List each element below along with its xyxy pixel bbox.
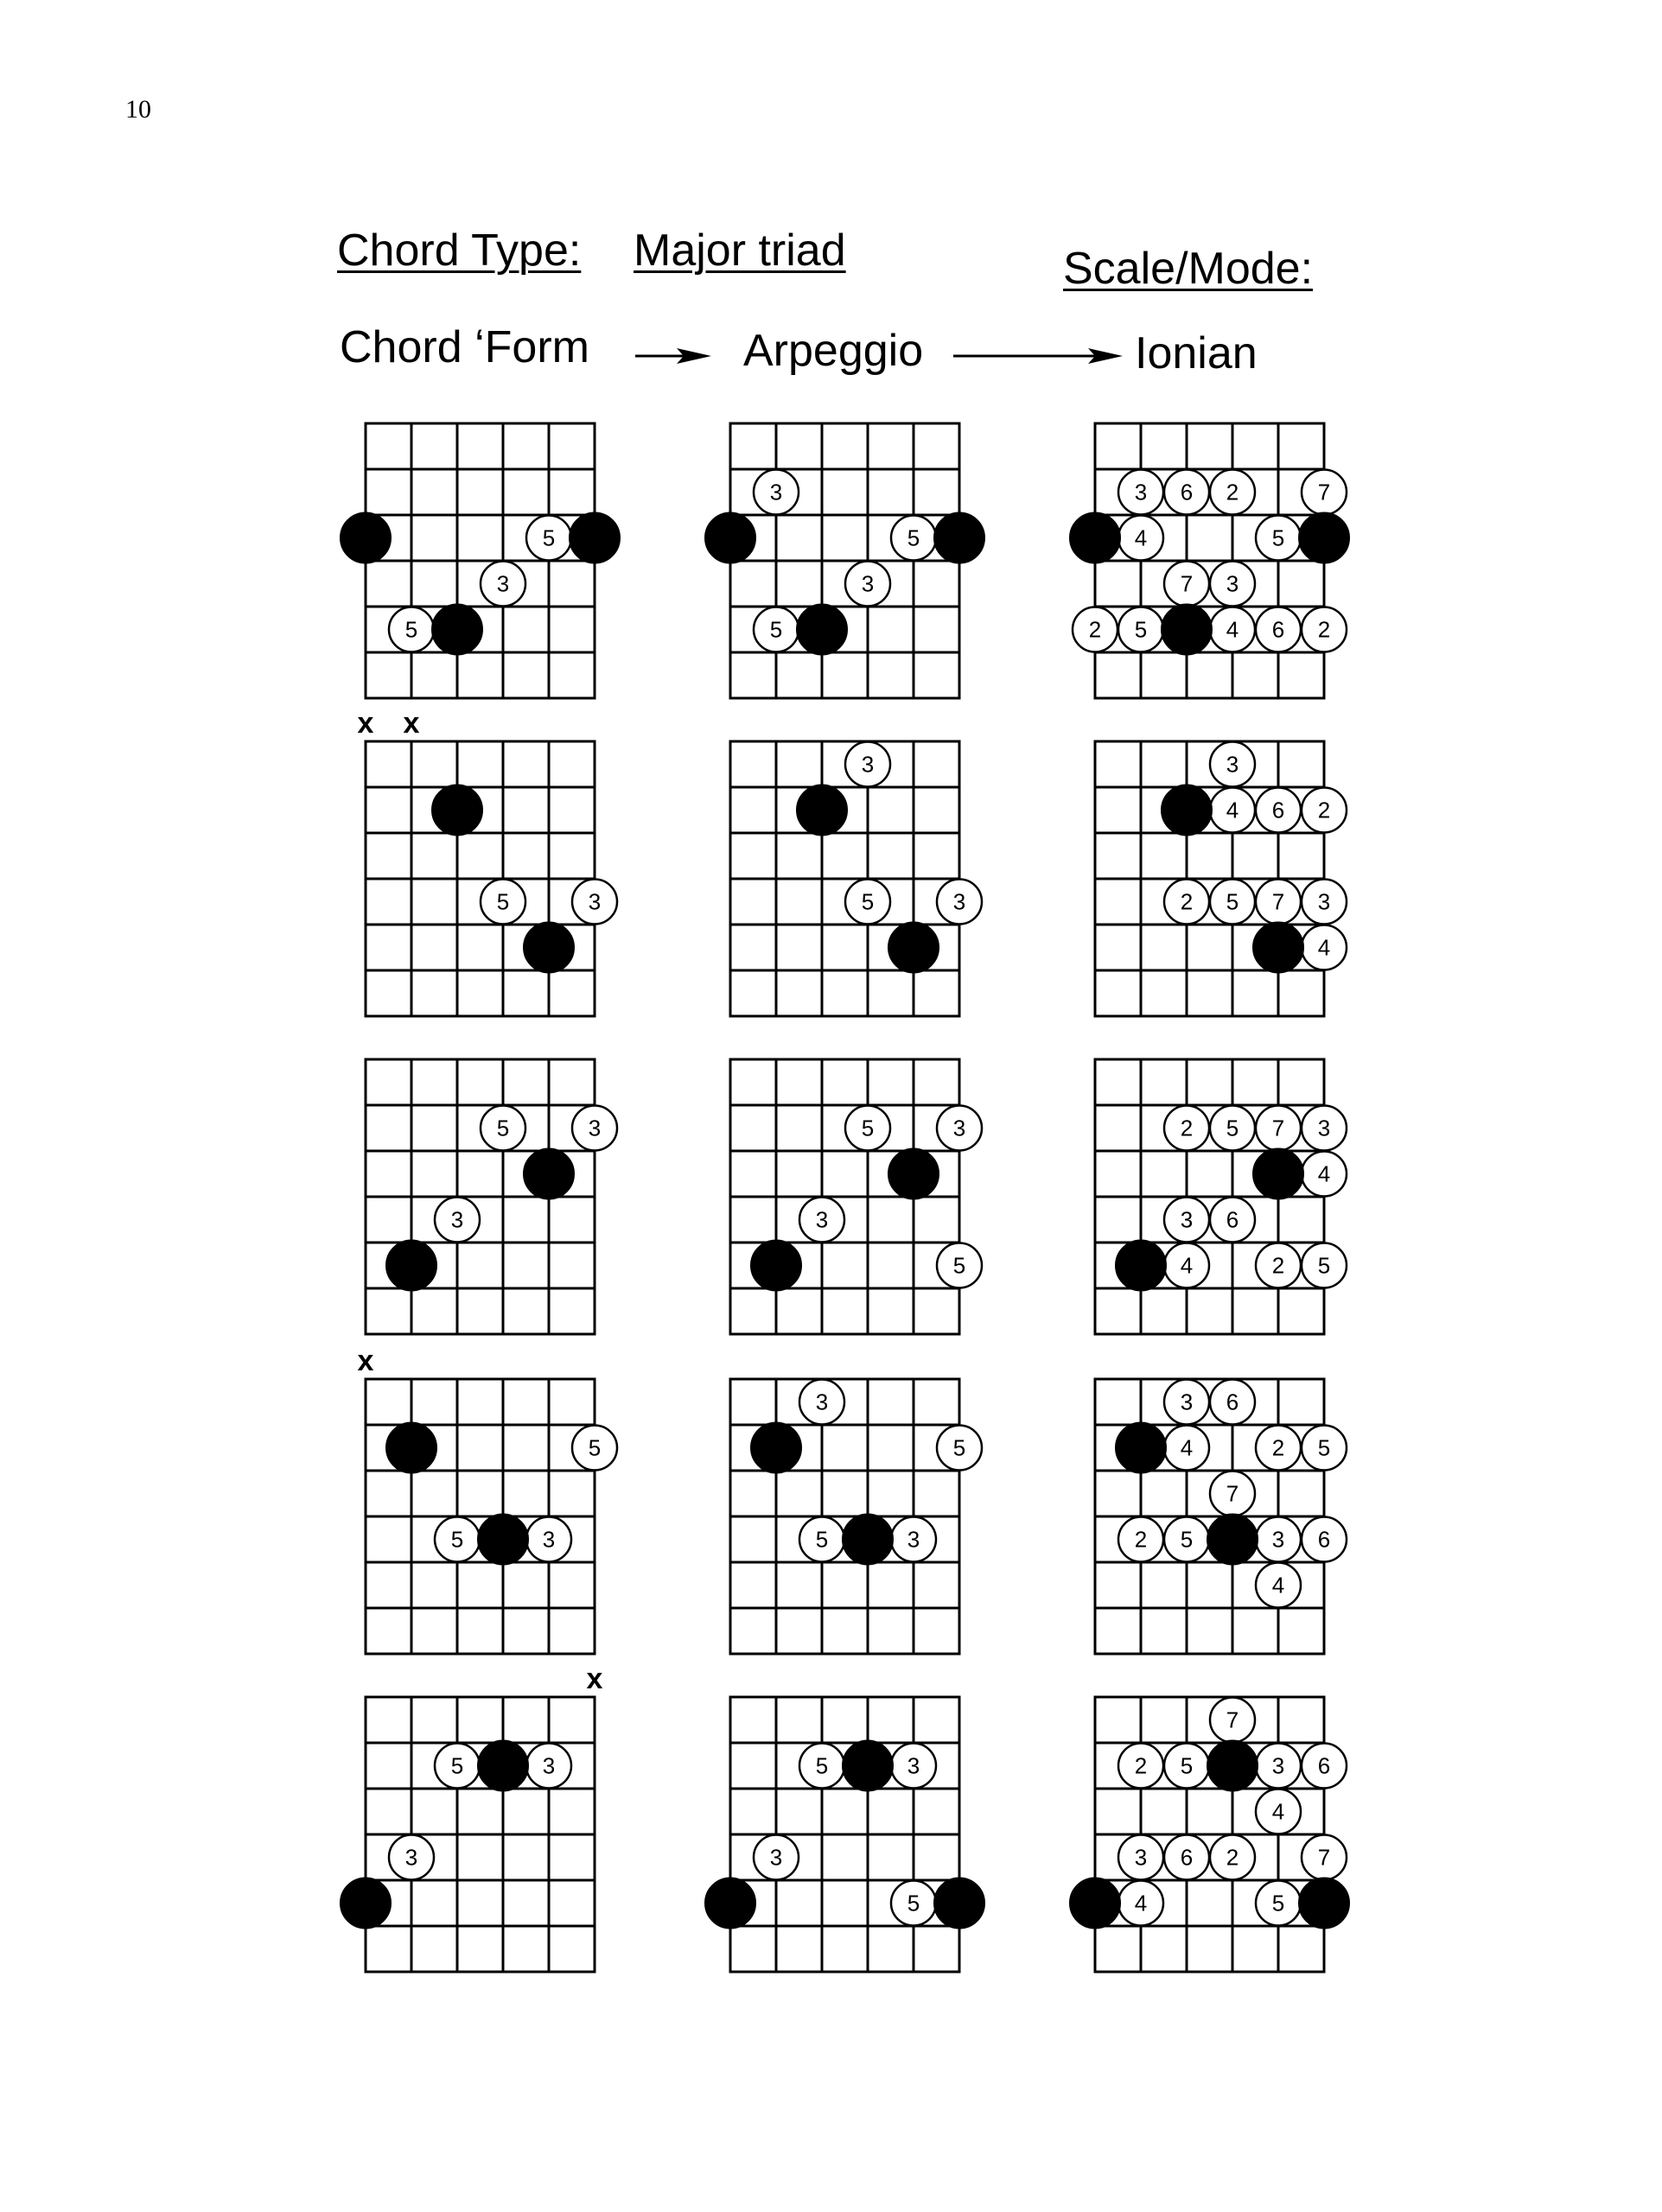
chord-type-label: Chord Type: bbox=[337, 226, 582, 276]
root-note-dot bbox=[934, 1878, 984, 1929]
root-note-dot bbox=[524, 923, 574, 973]
scale-degree-label: 5 bbox=[815, 1526, 829, 1553]
scale-degree-label: 5 bbox=[952, 1252, 966, 1279]
scale-degree-label: 5 bbox=[769, 616, 783, 643]
scale-degree-label: 4 bbox=[1134, 524, 1148, 551]
fretboard-diagram-arpeggio bbox=[705, 423, 984, 698]
root-note-dot bbox=[524, 1149, 574, 1199]
root-note-dot bbox=[478, 1741, 528, 1791]
scale-degree-label: 5 bbox=[588, 1434, 602, 1461]
scale-degree-label: 3 bbox=[769, 479, 783, 505]
root-note-dot bbox=[888, 1149, 939, 1199]
fretboard-diagram-form bbox=[341, 423, 620, 698]
fretboard-diagram-mode bbox=[1095, 1059, 1347, 1334]
scale-degree-label: 4 bbox=[1317, 934, 1331, 961]
scale-degree-label: 2 bbox=[1271, 1252, 1285, 1279]
chord-type-value: Major triad bbox=[634, 226, 846, 276]
scale-degree-label: 5 bbox=[815, 1752, 829, 1779]
root-note-dot bbox=[1162, 605, 1212, 655]
scale-degree-label: 7 bbox=[1271, 888, 1285, 915]
scale-degree-label: 3 bbox=[1180, 1206, 1194, 1233]
fretboard-diagram-mode bbox=[1070, 423, 1349, 698]
fretboard-diagram-mode bbox=[1095, 741, 1347, 1016]
root-note-dot bbox=[934, 513, 984, 563]
scale-degree-label: 3 bbox=[861, 751, 875, 778]
scale-degree-label: 5 bbox=[1180, 1752, 1194, 1779]
scale-degree-label: 3 bbox=[907, 1752, 920, 1779]
scale-degree-label: 4 bbox=[1180, 1252, 1194, 1279]
root-note-dot bbox=[843, 1741, 893, 1791]
scale-degree-label: 6 bbox=[1226, 1389, 1239, 1415]
scale-degree-label: 3 bbox=[588, 1115, 602, 1141]
scale-degree-label: 3 bbox=[1180, 1389, 1194, 1415]
muted-string-marker: x bbox=[357, 1344, 374, 1377]
root-note-dot bbox=[570, 513, 620, 563]
fretboard-diagram-form bbox=[358, 707, 617, 1016]
scale-degree-label: 6 bbox=[1271, 616, 1285, 643]
root-note-dot bbox=[797, 785, 847, 836]
scale-degree-label: 3 bbox=[1317, 1115, 1331, 1141]
root-note-dot bbox=[1207, 1515, 1258, 1565]
scale-degree-label: 3 bbox=[404, 1844, 418, 1871]
scale-degree-label: 2 bbox=[1317, 797, 1331, 823]
column-header-chord-form: Chord ʻForm bbox=[340, 322, 589, 372]
scale-degree-label: 5 bbox=[907, 1890, 920, 1916]
scale-degree-label: 3 bbox=[952, 1115, 966, 1141]
root-note-dot bbox=[386, 1423, 436, 1473]
scale-degree-label: 5 bbox=[496, 1115, 510, 1141]
scale-degree-label: 7 bbox=[1317, 1844, 1331, 1871]
scale-degree-label: 3 bbox=[1271, 1752, 1285, 1779]
scale-degree-label: 3 bbox=[1226, 751, 1239, 778]
fretboard-diagram-arpeggio bbox=[730, 1379, 982, 1654]
scale-degree-label: 2 bbox=[1134, 1752, 1148, 1779]
root-note-dot bbox=[705, 1878, 755, 1929]
column-header-mode: Ionian bbox=[1135, 328, 1258, 378]
root-note-dot bbox=[751, 1241, 801, 1291]
scale-degree-label: 3 bbox=[769, 1844, 783, 1871]
scale-degree-label: 2 bbox=[1134, 1526, 1148, 1553]
scale-degree-label: 3 bbox=[1317, 888, 1331, 915]
page-number: 10 bbox=[125, 95, 151, 124]
root-note-dot bbox=[341, 513, 391, 563]
scale-degree-label: 6 bbox=[1180, 1844, 1194, 1871]
root-note-dot bbox=[1253, 1149, 1303, 1199]
scale-degree-label: 7 bbox=[1180, 570, 1194, 597]
scale-degree-label: 2 bbox=[1180, 1115, 1194, 1141]
fretboard-diagram-arpeggio bbox=[705, 1697, 984, 1972]
scale-degree-label: 5 bbox=[1271, 1890, 1285, 1916]
root-note-dot bbox=[1299, 1878, 1349, 1929]
scale-degree-label: 3 bbox=[450, 1206, 464, 1233]
scale-degree-label: 6 bbox=[1180, 479, 1194, 505]
scale-degree-label: 2 bbox=[1226, 479, 1239, 505]
scale-degree-label: 2 bbox=[1271, 1434, 1285, 1461]
scale-degree-label: 3 bbox=[1134, 479, 1148, 505]
muted-string-marker: x bbox=[357, 707, 374, 740]
fretboard-diagram-mode bbox=[1070, 1697, 1349, 1972]
root-note-dot bbox=[432, 605, 482, 655]
scale-degree-label: 3 bbox=[1134, 1844, 1148, 1871]
scale-degree-label: 3 bbox=[815, 1389, 829, 1415]
root-note-dot bbox=[478, 1515, 528, 1565]
fretboard-diagram-form bbox=[358, 1344, 617, 1654]
scale-degree-label: 2 bbox=[1180, 888, 1194, 915]
scale-degree-label: 2 bbox=[1317, 616, 1331, 643]
scale-degree-label: 4 bbox=[1226, 797, 1239, 823]
fretboard-diagram-arpeggio bbox=[730, 1059, 982, 1334]
root-note-dot bbox=[751, 1423, 801, 1473]
scale-degree-label: 7 bbox=[1271, 1115, 1285, 1141]
scale-degree-label: 2 bbox=[1088, 616, 1102, 643]
scale-degree-label: 5 bbox=[1134, 616, 1148, 643]
scale-degree-label: 5 bbox=[1226, 888, 1239, 915]
root-note-dot bbox=[386, 1241, 436, 1291]
scale-mode-label: Scale/Mode: bbox=[1063, 244, 1314, 294]
root-note-dot bbox=[843, 1515, 893, 1565]
scale-degree-label: 4 bbox=[1226, 616, 1239, 643]
scale-degree-label: 7 bbox=[1317, 479, 1331, 505]
scale-degree-label: 3 bbox=[952, 888, 966, 915]
root-note-dot bbox=[1116, 1241, 1166, 1291]
root-note-dot bbox=[341, 1878, 391, 1929]
scale-degree-label: 5 bbox=[952, 1434, 966, 1461]
root-note-dot bbox=[1070, 513, 1120, 563]
scale-degree-label: 5 bbox=[450, 1526, 464, 1553]
scale-degree-label: 7 bbox=[1226, 1707, 1239, 1733]
scale-degree-label: 5 bbox=[861, 888, 875, 915]
fretboard-diagram-arpeggio bbox=[730, 741, 982, 1016]
scale-degree-label: 4 bbox=[1180, 1434, 1194, 1461]
scale-degree-label: 4 bbox=[1271, 1572, 1285, 1599]
scale-degree-label: 5 bbox=[1317, 1252, 1331, 1279]
root-note-dot bbox=[705, 513, 755, 563]
root-note-dot bbox=[1070, 1878, 1120, 1929]
scale-degree-label: 3 bbox=[496, 570, 510, 597]
scale-degree-label: 3 bbox=[907, 1526, 920, 1553]
scale-degree-label: 6 bbox=[1317, 1526, 1331, 1553]
scale-degree-label: 3 bbox=[542, 1526, 556, 1553]
scale-degree-label: 6 bbox=[1226, 1206, 1239, 1233]
scale-degree-label: 4 bbox=[1271, 1798, 1285, 1825]
scale-degree-label: 6 bbox=[1271, 797, 1285, 823]
scale-degree-label: 5 bbox=[1317, 1434, 1331, 1461]
root-note-dot bbox=[1162, 785, 1212, 836]
root-note-dot bbox=[432, 785, 482, 836]
scale-degree-label: 5 bbox=[1271, 524, 1285, 551]
scale-degree-label: 5 bbox=[542, 524, 556, 551]
scale-degree-label: 3 bbox=[588, 888, 602, 915]
scale-degree-label: 5 bbox=[1226, 1115, 1239, 1141]
scale-degree-label: 5 bbox=[861, 1115, 875, 1141]
scale-degree-label: 5 bbox=[404, 616, 418, 643]
scale-degree-label: 5 bbox=[496, 888, 510, 915]
column-header-arpeggio: Arpeggio bbox=[743, 326, 924, 376]
muted-string-marker: x bbox=[403, 707, 420, 740]
scale-degree-label: 3 bbox=[861, 570, 875, 597]
root-note-dot bbox=[1116, 1423, 1166, 1473]
scale-degree-label: 3 bbox=[1226, 570, 1239, 597]
muted-string-marker: x bbox=[586, 1662, 603, 1695]
root-note-dot bbox=[888, 923, 939, 973]
scale-degree-label: 5 bbox=[907, 524, 920, 551]
scale-degree-label: 6 bbox=[1317, 1752, 1331, 1779]
scale-degree-label: 2 bbox=[1226, 1844, 1239, 1871]
scale-degree-label: 5 bbox=[1180, 1526, 1194, 1553]
scale-degree-label: 4 bbox=[1134, 1890, 1148, 1916]
root-note-dot bbox=[1207, 1741, 1258, 1791]
root-note-dot bbox=[1253, 923, 1303, 973]
fretboard-diagram-form bbox=[366, 1059, 617, 1334]
scale-degree-label: 3 bbox=[1271, 1526, 1285, 1553]
scale-degree-label: 5 bbox=[450, 1752, 464, 1779]
scale-degree-label: 3 bbox=[542, 1752, 556, 1779]
fretboard-diagram-form bbox=[341, 1662, 603, 1972]
root-note-dot bbox=[1299, 513, 1349, 563]
scale-degree-label: 4 bbox=[1317, 1160, 1331, 1187]
fretboard-diagram-mode bbox=[1095, 1379, 1347, 1654]
scale-degree-label: 7 bbox=[1226, 1480, 1239, 1507]
scale-degree-label: 3 bbox=[815, 1206, 829, 1233]
root-note-dot bbox=[797, 605, 847, 655]
